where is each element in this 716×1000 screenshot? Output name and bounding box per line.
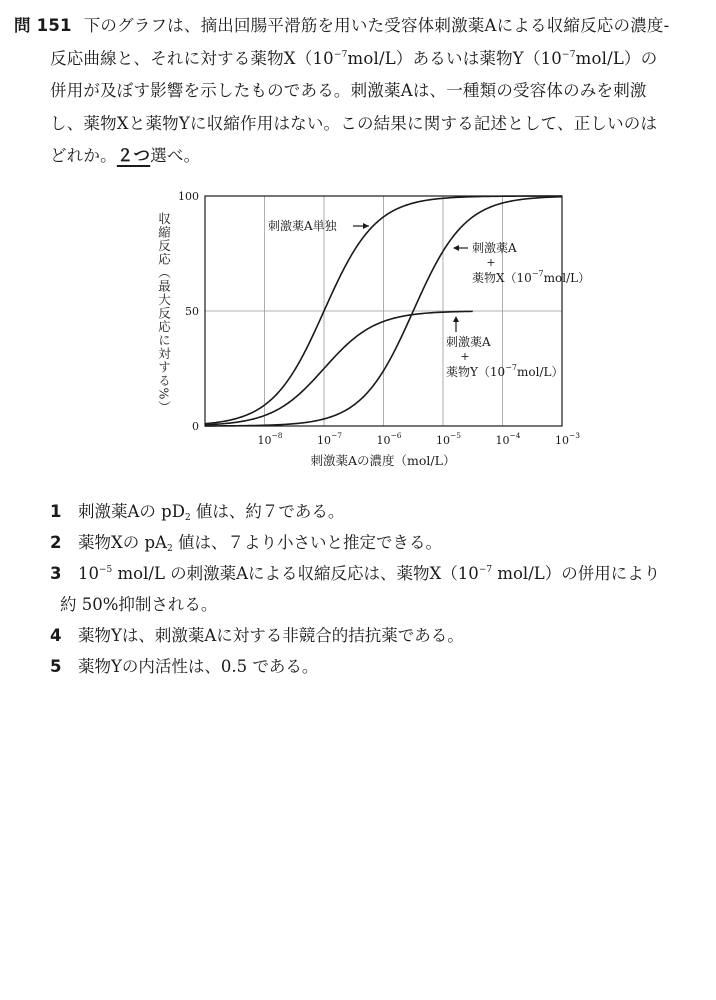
option-text: 薬物Xの pA: [78, 533, 167, 552]
curve-ay: [205, 311, 473, 425]
superscript: −5: [99, 565, 113, 575]
arrow-head: [453, 316, 459, 322]
question-text: 下のグラフは、摘出回腸平滑筋を用いた受容体刺激薬Aによる収縮反応の濃度-: [83, 16, 670, 35]
option-4[interactable]: [50, 620, 710, 651]
label-text: mol/L）: [543, 271, 591, 285]
tick-base: 10: [376, 434, 391, 447]
question-line-3: 併用が及ぼす影響を示したものである。刺激薬Aは、一種類の受容体のみを刺激: [50, 81, 647, 100]
question-text: 反応曲線と、それに対する薬物X（10: [50, 48, 334, 68]
question-line-4: し、薬物Xと薬物Yに収縮作用はない。この結果に関する記述として、正しいのは: [50, 113, 658, 133]
superscript: −7: [478, 565, 493, 575]
option-number: 2: [50, 533, 62, 552]
option-3-continued: 約 50%抑制される。: [60, 595, 218, 614]
option-text: 薬物Yの内活性は、0.5 である。: [78, 657, 319, 676]
arrow-head: [453, 245, 459, 251]
y-tick-label: 100: [178, 190, 199, 203]
y-tick-label: 0: [192, 420, 199, 433]
label-exponent: −7: [505, 363, 517, 372]
arrow-head: [363, 223, 369, 229]
question-text: mol/L）あるいは薬物Y（10: [347, 48, 562, 68]
option-3[interactable]: [50, 558, 710, 589]
option-text: 薬物Yは、刺激薬Aに対する非競合的拮抗薬である。: [78, 626, 464, 645]
y-tick-label: 50: [185, 305, 199, 318]
option-number: 4: [50, 626, 62, 645]
label-a-x-line3: [472, 269, 590, 285]
y-axis-label: 収縮反応（最大反応に対する%）: [156, 212, 172, 414]
question-line-1: [14, 10, 706, 43]
tick-base: 10: [555, 434, 569, 447]
x-tick-label: [258, 431, 283, 447]
label-text: mol/L）: [517, 365, 564, 379]
x-tick-label: [377, 431, 402, 447]
x-tick-label: [436, 431, 461, 447]
label-a-y-line3: [446, 363, 563, 379]
tick-base: 10: [257, 434, 272, 447]
question-line-5: [14, 140, 706, 173]
question-text: どれか。: [50, 146, 117, 165]
question-line-2: [14, 43, 706, 76]
x-axis-label: 刺激薬Aの濃度（mol/L）: [310, 453, 456, 468]
option-text: 値は、７より小さいと推定できる。: [172, 533, 442, 552]
tick-exponent: −5: [450, 431, 462, 440]
option-2[interactable]: [50, 527, 710, 558]
option-5[interactable]: [50, 651, 710, 682]
subscript: 2: [166, 544, 173, 554]
question-number: 問 151: [14, 16, 72, 35]
x-tick-label: [555, 431, 580, 447]
x-tick-label: [496, 431, 521, 447]
subscript: 2: [184, 513, 191, 523]
option-number: 3: [50, 564, 62, 583]
question-text: mol/L）の: [575, 48, 658, 68]
tick-exponent: −3: [569, 431, 581, 440]
answer-options: [50, 496, 710, 682]
answer-count: ２つ: [116, 146, 151, 165]
tick-exponent: −7: [331, 431, 343, 440]
option-text: 刺激薬Aの pD: [78, 502, 185, 521]
tick-exponent: −8: [271, 431, 283, 440]
tick-base: 10: [495, 434, 510, 447]
x-tick-labels: [258, 431, 581, 447]
tick-exponent: −6: [390, 431, 402, 440]
option-1[interactable]: [50, 496, 710, 527]
label-exponent: −7: [531, 269, 544, 278]
label-a-alone: 刺激薬A単独: [268, 219, 337, 233]
exponent: −7: [561, 49, 576, 60]
option-number: 1: [50, 502, 62, 521]
option-text: mol/L）の併用により: [492, 564, 661, 583]
dose-response-chart: [150, 184, 600, 474]
chart-grid: [205, 196, 562, 426]
exponent: −7: [333, 49, 348, 60]
label-text: 薬物X（10: [472, 271, 532, 285]
x-tick-label: [317, 431, 342, 447]
label-text: 薬物Y（10: [446, 365, 506, 379]
tick-exponent: −4: [509, 431, 521, 440]
tick-base: 10: [317, 434, 331, 447]
question-text: 選べ。: [150, 146, 201, 165]
option-number: 5: [50, 657, 62, 676]
y-tick-labels: [178, 190, 199, 433]
label-a-x-line1: 刺激薬A: [472, 241, 517, 255]
option-text: 値は、約７である。: [190, 502, 345, 521]
question-block: [14, 10, 706, 173]
label-a-x-plus: +: [486, 256, 496, 269]
label-a-y-line1: 刺激薬A: [446, 335, 491, 349]
tick-base: 10: [436, 434, 450, 447]
option-text: 10: [78, 564, 99, 583]
label-a-y-plus: +: [460, 350, 470, 363]
option-text: mol/L の刺激薬Aによる収縮反応は、薬物X（10: [112, 564, 479, 583]
